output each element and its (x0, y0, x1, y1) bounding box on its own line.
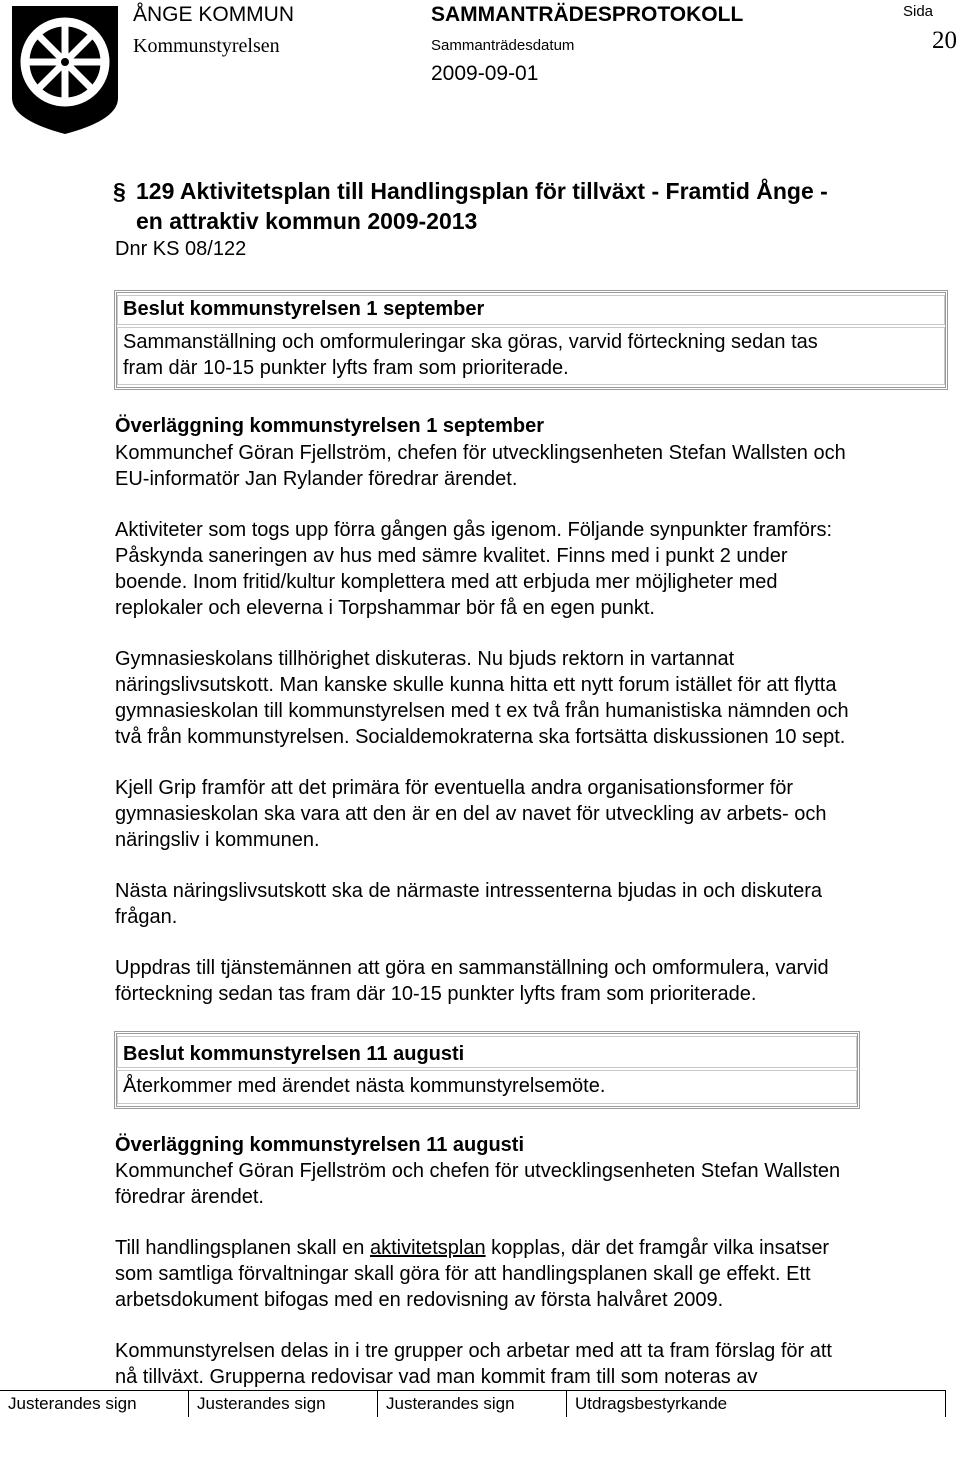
municipality-name: ÅNGE KOMMUN (133, 3, 295, 26)
paragraph-line: replokaler och eleverna i Torpshammar bör få en egen punkt. (115, 597, 655, 619)
decision-box-body-row (117, 1070, 857, 1104)
paragraph-sign: § (113, 178, 126, 204)
deliberation-heading-sept: Överläggning kommunstyrelsen 1 september (115, 415, 545, 437)
decision-box-heading-row (117, 295, 945, 325)
decision-box-sept (114, 290, 948, 390)
text-span: Till handlingsplanen skall en (115, 1237, 370, 1259)
paragraph-line: två från kommunstyrelsen. Socialdemokraterna ska fortsätta diskussionen 10 sept. (115, 726, 846, 748)
paragraph-line: näringsliv i kommunen. (115, 829, 320, 851)
aktivitetsplan-link[interactable]: aktivitetsplan (369, 1237, 486, 1259)
paragraph-line: Nästa näringslivsutskott ska de närmaste intressenterna bjudas in och diskutera (115, 880, 823, 902)
paragraph-line: boende. Inom fritid/kultur komplettera med att erbjuda mer möjligheter med (115, 571, 778, 593)
text-span: kopplas, där det framgår vilka insatser (485, 1237, 830, 1259)
signature-label: Justerandes sign (8, 1394, 137, 1413)
paragraph-line: näringslivsutskott. Man kanske skulle kunna hitta ett nytt forum istället för att flytta (115, 674, 837, 696)
section-title-line2: en attraktiv kommun 2009-2013 (136, 208, 478, 234)
paragraph-line: Påskynda saneringen av hus med sämre kvalitet. Finns med i punkt 2 under (115, 545, 788, 567)
paragraph-line: Aktiviteter som togs upp förra gången gås igenom. Följande synpunkter framförs: (115, 519, 833, 541)
deliberation-text-line: Kommunchef Göran Fjellström, chefen för utvecklingsenheten Stefan Wallsten och (115, 442, 846, 464)
page-number: 20 (932, 27, 957, 54)
document-title: SAMMANTRÄDESPROTOKOLL (431, 3, 744, 26)
meeting-date: 2009-09-01 (431, 62, 539, 85)
signature-label: Justerandes sign (197, 1394, 326, 1413)
signature-cell (378, 1391, 567, 1417)
deliberation-text-line: Kommunchef Göran Fjellström och chefen för utvecklingsenheten Stefan Wallsten (115, 1160, 841, 1182)
decision-heading-sept: Beslut kommunstyrelsen 1 september (123, 298, 485, 320)
decision-text-line1: Sammanställning och omformuleringar ska göras, varvid förteckning sedan tas (123, 331, 818, 353)
decision-box-heading-row (117, 1036, 857, 1068)
section-title-line1: 129 Aktivitetsplan till Handlingsplan för tillväxt - Framtid Ånge - (136, 178, 828, 204)
decision-box-aug (114, 1031, 860, 1109)
paragraph-line: gymnasieskolan till kommunstyrelsen med t ex två från humanistiska nämnden och (115, 700, 849, 722)
page-label: Sida (903, 3, 934, 20)
paragraph-line: gymnasieskolan ska vara att den är en del av navet för utveckling av arbets- och (115, 803, 827, 825)
paragraph-line: Gymnasieskolans tillhörighet diskuteras. Nu bjuds rektorn in vartannat (115, 648, 735, 670)
case-number: Dnr KS 08/122 (115, 238, 247, 260)
signature-label: Justerandes sign (386, 1394, 515, 1413)
paragraph-line: nå tillväxt. Grupperna redovisar vad man kommit fram till som noteras av (115, 1366, 758, 1388)
paragraph-line: Uppdras till tjänstemännen att göra en sammanställning och omformulera, varvid (115, 957, 829, 979)
deliberation-heading-aug: Överläggning kommunstyrelsen 11 augusti (115, 1134, 525, 1156)
date-label: Sammanträdesdatum (431, 37, 575, 54)
paragraph-line: Kjell Grip framför att det primära för eventuella andra organisationsformer för (115, 777, 794, 799)
decision-heading-aug: Beslut kommunstyrelsen 11 augusti (123, 1043, 465, 1065)
signature-footer (0, 1390, 946, 1417)
decision-box-body-row (117, 327, 945, 385)
decision-text-line2: fram där 10-15 punkter lyfts fram som prioriterade. (123, 357, 569, 379)
paragraph-line: arbetsdokument bifogas med en redovisning av första halvåret 2009. (115, 1289, 724, 1311)
paragraph-line: frågan. (115, 906, 178, 928)
paragraph-line (115, 1235, 829, 1261)
certification-label: Utdragsbestyrkande (575, 1394, 728, 1413)
certification-cell (567, 1391, 946, 1417)
paragraph-line: Kommunstyrelsen delas in i tre grupper och arbetar med att ta fram förslag för att (115, 1340, 832, 1362)
paragraph-line: förteckning sedan tas fram där 10-15 punkter lyfts fram som prioriterade. (115, 983, 757, 1005)
deliberation-text-line: föredrar ärendet. (115, 1186, 264, 1208)
paragraph-line: som samtliga förvaltningar skall göra för att handlingsplanen skall ge effekt. Ett (115, 1263, 811, 1285)
signature-cell (0, 1391, 189, 1417)
municipality-logo (8, 2, 122, 136)
deliberation-text-line: EU-informatör Jan Rylander föredrar ärendet. (115, 468, 518, 490)
decision-text-line1: Återkommer med ärendet nästa kommunstyrelsemöte. (123, 1075, 606, 1097)
section-heading (115, 176, 945, 236)
signature-cell (189, 1391, 378, 1417)
committee-name: Kommunstyrelsen (133, 35, 280, 57)
